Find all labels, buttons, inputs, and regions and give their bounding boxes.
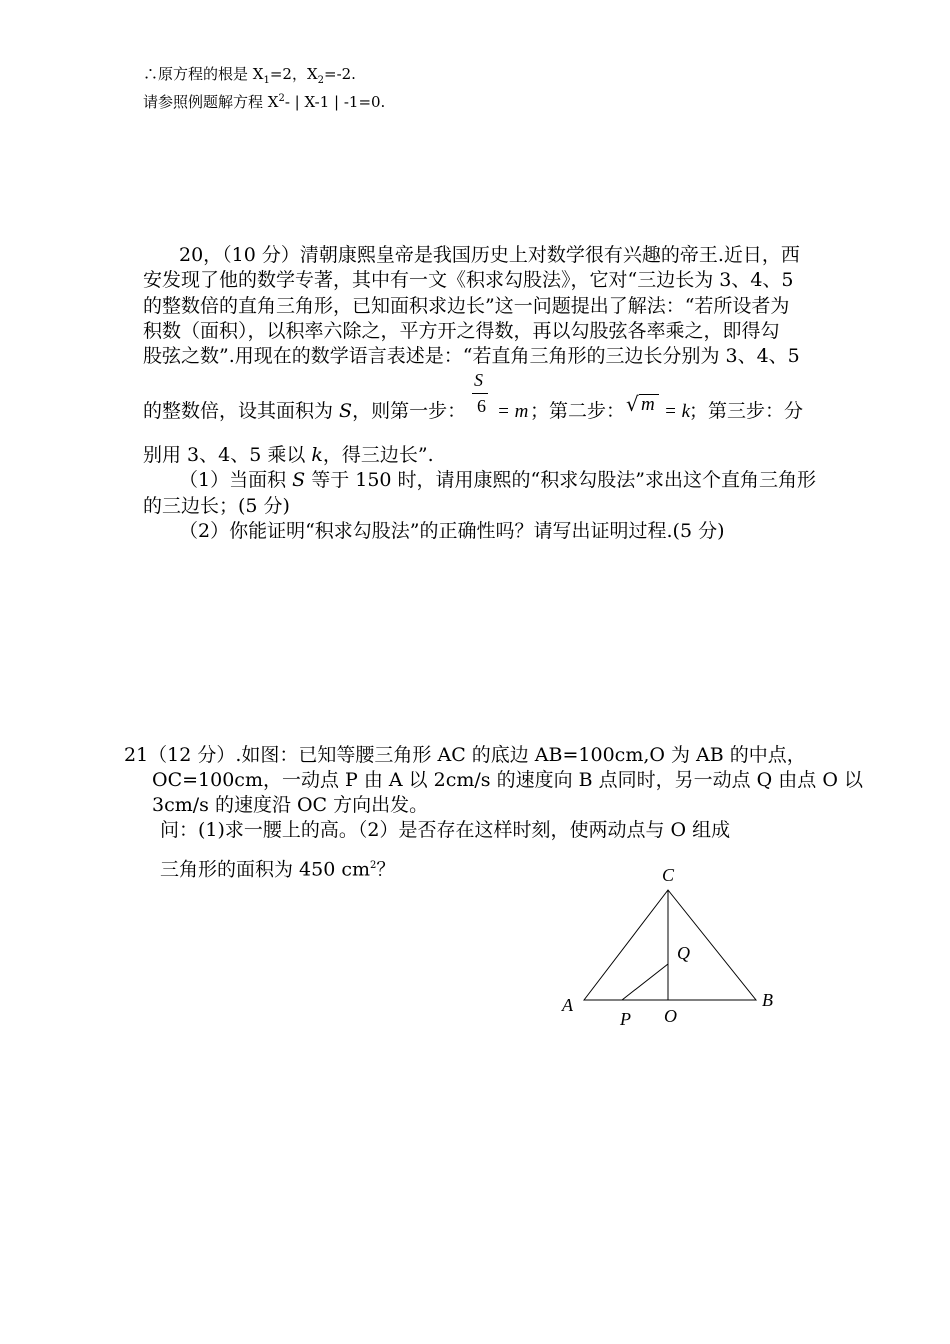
q20-line-6-c: ；第三步：分 <box>689 400 804 422</box>
sqrt-variable: m <box>641 394 655 415</box>
label-q: Q <box>677 943 690 963</box>
fraction-denominator: 6 <box>477 396 486 416</box>
fraction-numerator: S <box>474 370 483 390</box>
label-b: B <box>762 990 773 1010</box>
q21-line-3: 3cm/s 的速度沿 OC 方向出发。 <box>152 794 429 816</box>
label-o: O <box>664 1006 677 1026</box>
triangle-figure <box>540 855 800 1035</box>
fraction-bar <box>472 393 488 394</box>
label-a: A <box>562 995 573 1015</box>
solution-line: ∴原方程的根是 $X_1=2$，$X_2=-2$. <box>143 65 356 86</box>
q20-line-2: 安发现了他的数学专著，其中有一文《积求勾股法》，它对“三边长为 3、4、5 <box>143 269 794 291</box>
triangle-abc <box>584 890 756 1000</box>
q20-line-5: 股弦之数”.用现在的数学语言表述是：“若直角三角形的三边长分别为 3、4、5 <box>143 345 800 367</box>
q20-part-1-cont: 的三边长；(5 分) <box>143 495 290 517</box>
q20-line-4: 积数（面积），以积率六除之，平方开之得数，再以勾股弦各率乘之，即得勾 <box>143 320 780 342</box>
label-c: C <box>662 865 675 885</box>
q20-line-7: 别用 3、4、5 乘以 k，得三边长”. <box>143 444 434 466</box>
q21-line-5: 三角形的面积为 450 $cm^2$？ <box>160 858 396 881</box>
q20-part-2: （2）你能证明“积求勾股法”的正确性吗？请写出证明过程.(5 分) <box>179 520 725 542</box>
q21-line-1: 21（12 分）.如图：已知等腰三角形 AC 的底边 AB=100cm,O 为 AB 的中点， <box>124 744 806 766</box>
q21-line-2: OC=100cm，一动点 P 由 A 以 2cm/s 的速度向 B 点同时，另一动点 Q 由点 O 以 <box>152 769 863 791</box>
equals-k: = k <box>664 401 691 422</box>
equals-m: = m <box>497 401 529 422</box>
q20-line-6-b: ；第二步： <box>530 400 626 422</box>
q21-line-4: 问：(1)求一腰上的高。（2）是否存在这样时刻，使两动点与 O 组成 <box>160 819 731 841</box>
segment-pq <box>622 964 668 1000</box>
q20-line-6-a: 的整数倍，设其面积为 S，则第一步： <box>143 400 467 422</box>
label-p: P <box>620 1009 631 1029</box>
q20-line-1: 20，（10 分）清朝康熙皇帝是我国历史上对数学很有兴趣的帝王.近日，西 <box>179 244 800 266</box>
sqrt-sign: √ <box>626 392 639 416</box>
q20-part-1: （1）当面积 S 等于 150 时，请用康熙的“积求勾股法”求出这个直角三角形 <box>179 469 816 491</box>
exercise-line: 请参照例题解方程 $X^2-$ | X-1 | -1=0. <box>143 93 386 111</box>
q20-line-3: 的整数倍的直角三角形，已知面积求边长”这一问题提出了解法：“若所设者为 <box>143 295 790 317</box>
